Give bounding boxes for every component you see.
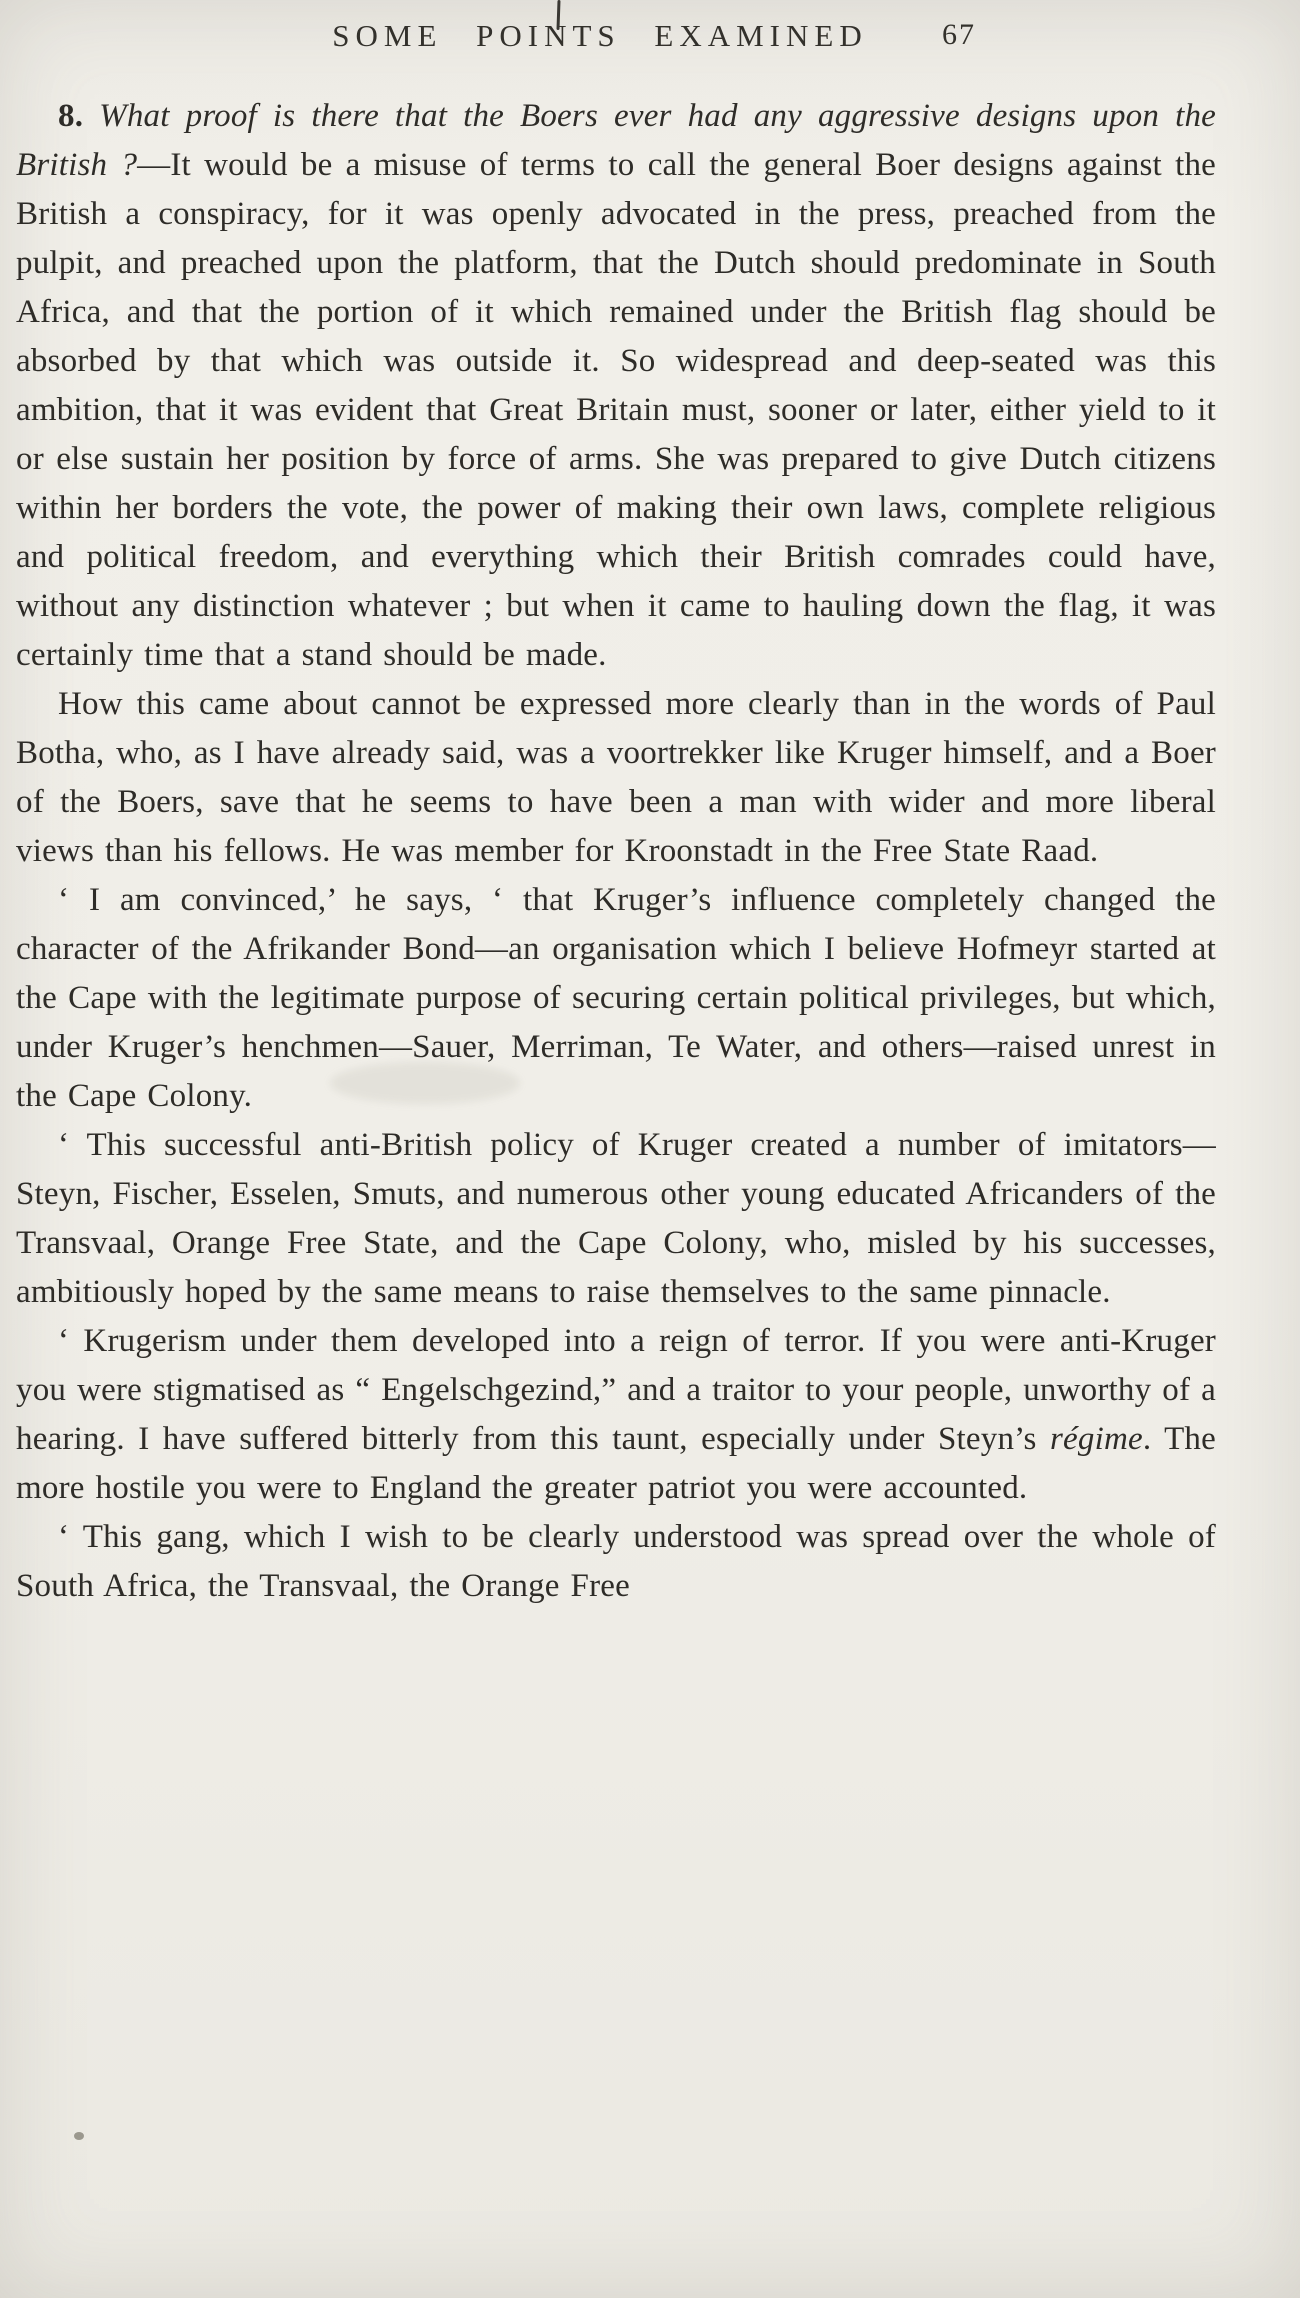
text-segment: ‘ Krugerism under them developed into a reign of terror. If you were anti-Kruger you were stigmatised as “ Engelschgezind,” and a traitor to your people, unworthy of a hearing. I have suffered bitterly from this taunt, especially under Steyn’s	[16, 1323, 1216, 1457]
text-segment: ‘ This gang, which I wish to be clearly understood was spread over the whole of South Africa, the Transvaal, the Orange Free	[16, 1519, 1216, 1604]
text-segment: régime	[1049, 1421, 1143, 1457]
paragraph	[16, 92, 1216, 680]
text-segment: How this came about cannot be expressed more clearly than in the words of Paul Botha, who, as I have already said, was a voortrekker like Kruger himself, and a Boer of the Boers, save that he seems to have been a man with wider and more liberal views than his fellows. He was member for Kroonstadt in the Free State Raad.	[16, 686, 1216, 869]
page-header	[0, 0, 1300, 70]
paragraph	[16, 680, 1216, 876]
paragraph	[16, 1513, 1216, 1611]
paragraph	[16, 1121, 1216, 1317]
running-title: SOME POINTS EXAMINED	[332, 18, 868, 53]
paragraph	[16, 876, 1216, 1121]
text-segment: . The more hostile you were to England the greater patriot you were accounted.	[16, 1421, 1216, 1506]
text-segment: ‘ I am convinced,’ he says, ‘ that Kruger’s influence completely changed the character of the Afrikander Bond—an organisation which I believe Hofmeyr started at the Cape with the legitimate purpose of securing certain political privileges, but which, under Kruger’s henchmen—Sauer, Merriman, Te Water, and others—raised unrest in the Cape Colony.	[16, 882, 1216, 1114]
paragraph	[16, 1317, 1216, 1513]
text-segment: 8.	[58, 98, 100, 134]
page-body	[16, 92, 1216, 1611]
text-segment: —It would be a misuse of terms to call the general Boer designs against the British a conspiracy, for it was openly advocated in the press, preached from the pulpit, and preached upon the platform, that the Dutch should predominate in South Africa, and that the portion of it which remained under the British flag should be absorbed by that which was outside it. So widespread and deep-seated was this ambition, that it was evident that Great Britain must, sooner or later, either yield to it or else sustain her position by force of arms. She was prepared to give Dutch citizens within her borders the vote, the power of making their own laws, complete religious and political freedom, and everything which their British comrades could have, without any distinction whatever ; but when it came to hauling down the flag, it was certainly time that a stand should be made.	[16, 147, 1216, 673]
scan-smudge	[330, 1062, 520, 1104]
page-number: 67	[942, 18, 976, 51]
scan-artifact-speck	[74, 2132, 84, 2140]
text-segment: What proof is there that the Boers ever had any aggressive designs upon the British ?	[16, 98, 1216, 183]
text-segment: ‘ This successful anti-British policy of Kruger created a number of imitators—Steyn, Fischer, Esselen, Smuts, and numerous other young educated Africanders of the Transvaal, Orange Free State, and the Cape Colony, who, misled by his successes, ambitiously hoped by the same means to raise themselves to the same pinnacle.	[16, 1127, 1216, 1310]
